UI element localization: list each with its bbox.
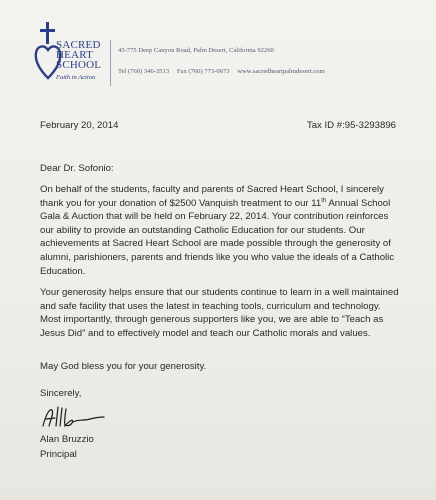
school-logo [34, 20, 114, 92]
school-tagline: Faith in Action [56, 74, 96, 81]
letterhead-divider [110, 40, 111, 86]
letter-date: February 20, 2014 [40, 120, 119, 131]
signature-icon [40, 404, 110, 432]
website: www.sacredheartpalmdesert.com [237, 68, 325, 75]
school-address: 43-775 Deep Canyon Road, Palm Desert, California 92260 [118, 47, 274, 54]
school-contact [118, 68, 331, 75]
signer-title: Principal [40, 449, 77, 460]
telephone: Tel (760) 346-3513 [118, 68, 170, 75]
fax: Fax (760) 773-0673 [176, 68, 230, 75]
tax-id: Tax ID #:95-3293896 [306, 120, 396, 131]
greeting: Dear Dr. Sofonio: [40, 163, 114, 174]
signer-name: Alan Bruzzio [40, 434, 94, 445]
paragraph-2: Your generosity helps ensure that our students continue to learn in a well maintained and safe facility that uses the latest in teaching tools, curriculum and technology. Most importantly, through generous supporters like you, we are able to “Teach as Jesus Did” and to effectively model and teach our Catholic morals and values. [40, 287, 399, 339]
paragraph-1: On behalf of the students, faculty and parents of Sacred Heart School, I sincerely thank you for your donation of $2500 Vanquish treatment to our 11th Annual School Gala & Auction that will be held on February 22, 2014. Your contribution reinforces our ability to provide an outstanding Catholic Education for our students. Our achievements at Sacred Heart School are made possible through the generosity of alumni, parishioners, parents and friends like you who value the ideals of a Catholic Education. [40, 184, 395, 277]
paragraph-3: May God bless you for your generosity. [40, 361, 207, 372]
closing: Sincerely, [40, 388, 82, 399]
date-row [40, 120, 396, 131]
school-name: SACRED HEART SCHOOL [56, 39, 102, 71]
